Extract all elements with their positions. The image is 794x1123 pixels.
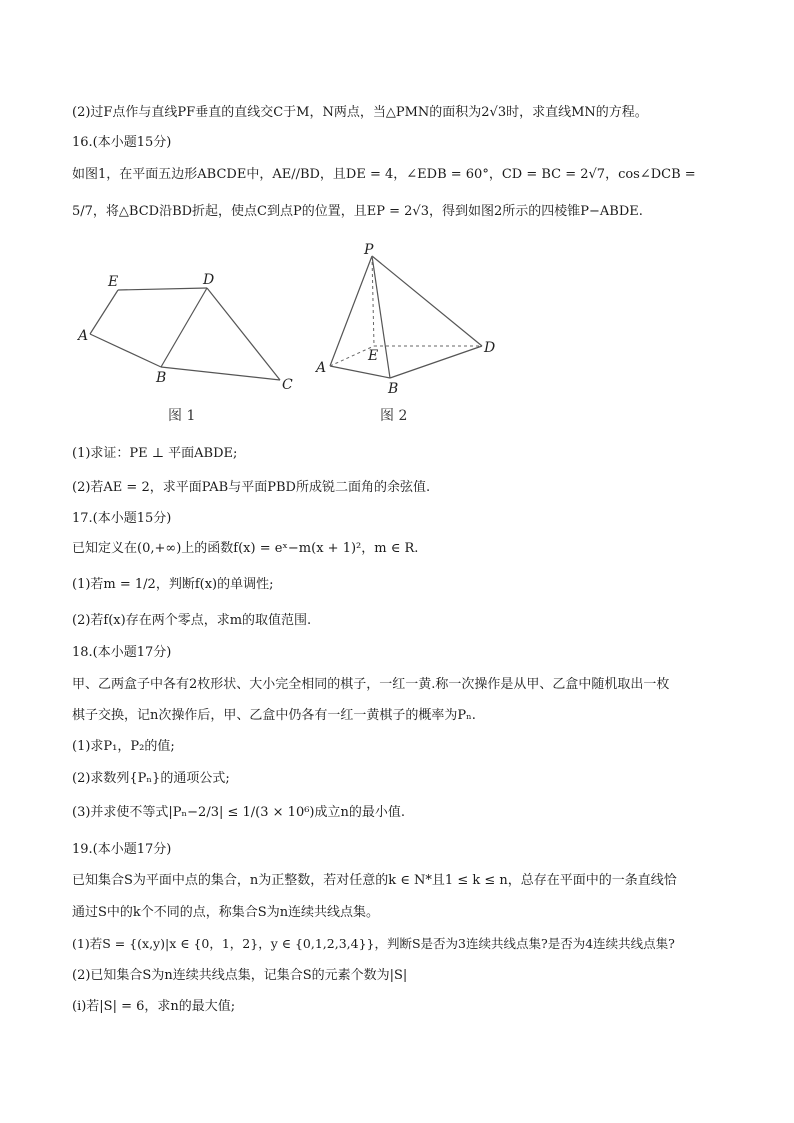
point-E-label: E: [108, 274, 119, 290]
text-line-18: 已知集合S为平面中点的集合，n为正整数，若对任意的k ∈ N*且1 ≤ k ≤ n，总存在平面中的一条直线恰: [72, 873, 677, 888]
text-line-14: (1)求P₁，P₂的值;: [72, 739, 175, 754]
figure-1-caption: 图 1: [168, 408, 196, 424]
question-19-header: 19.(本小题17分): [72, 842, 172, 857]
edge-BD: [161, 288, 207, 367]
question-17-header: 17.(本小题15分): [72, 511, 172, 526]
edge-ED: [118, 288, 207, 290]
text-line-3: 如图1，在平面五边形ABCDE中，AE//BD，且DE = 4，∠EDB = 60°，CD = BC = 2√7，cos∠DCB =: [72, 167, 696, 182]
figure-2-caption: 图 2: [380, 408, 408, 424]
point-B-label: B: [156, 370, 167, 386]
point-D-label: D: [203, 272, 215, 288]
point-P-label: P: [364, 242, 374, 258]
text-line-15: (2)求数列{Pₙ}的通项公式;: [72, 771, 230, 786]
text-line-8: 已知定义在(0,+∞)上的函数f(x) = eˣ−m(x + 1)²，m ∈ R.: [72, 541, 419, 556]
point-A-label: A: [78, 328, 89, 344]
text-line-22: (ⅰ)若|S| = 6，求n的最大值;: [72, 999, 236, 1014]
text-line-4: 5/7，将△BCD沿BD折起，使点C到点P的位置，且EP = 2√3，得到如图2所示的四棱锥P−ABDE.: [72, 204, 643, 219]
text-line-9: (1)若m = 1/2，判断f(x)的单调性;: [72, 577, 274, 592]
text-line-13: 棋子交换，记n次操作后，甲、乙盒中仍各有一红一黄棋子的概率为Pₙ.: [72, 708, 476, 723]
text-line-19: 通过S中的k个不同的点，称集合S为n连续共线点集。: [72, 905, 380, 920]
point-C-label: C: [282, 377, 293, 392]
edge-DC: [207, 288, 280, 380]
edge-AB: [90, 334, 161, 367]
text-line-21: (2)已知集合S为n连续共线点集，记集合S的元素个数为|S|: [72, 968, 408, 983]
text-line-16: (3)并求使不等式|Pₙ−2/3| ≤ 1/(3 × 10⁶)成立n的最小值.: [72, 805, 405, 820]
question-16-header: 16.(本小题15分): [72, 135, 172, 150]
text-line-10: (2)若f(x)存在两个零点，求m的取值范围.: [72, 613, 312, 628]
edge-BD: [390, 346, 482, 378]
question-18-header: 18.(本小题17分): [72, 645, 172, 660]
text-line-5: (1)求证：PE ⊥ 平面ABDE;: [72, 446, 238, 461]
text-line-6: (2)若AE = 2，求平面PAB与平面PBD所成锐二面角的余弦值.: [72, 480, 431, 495]
figure-1-pentagon: [70, 262, 310, 392]
point-E-label: E: [368, 348, 379, 364]
point-A-label: A: [316, 360, 327, 376]
text-line-1: (2)过F点作与直线PF垂直的直线交C于M，N两点，当△PMN的面积为2√3时，求直线MN的方程。: [72, 105, 648, 120]
text-line-12: 甲、乙两盒子中各有2枚形状、大小完全相同的棋子，一红一黄.称一次操作是从甲、乙盒中随机取出一枚: [72, 677, 670, 692]
figure-2-pyramid: [310, 240, 510, 400]
edge-EA: [90, 290, 118, 334]
edge-PA: [330, 256, 372, 366]
edge-AB: [330, 366, 390, 378]
edge-BC: [161, 367, 280, 380]
text-line-20: (1)若S = {(x,y)|x ∈ {0，1，2}，y ∈ {0,1,2,3,4}}，判断S是否为3连续共线点集?是否为4连续共线点集?: [72, 936, 675, 951]
point-D-label: D: [484, 340, 496, 356]
point-B-label: B: [388, 381, 399, 397]
edge-PD: [372, 256, 482, 346]
